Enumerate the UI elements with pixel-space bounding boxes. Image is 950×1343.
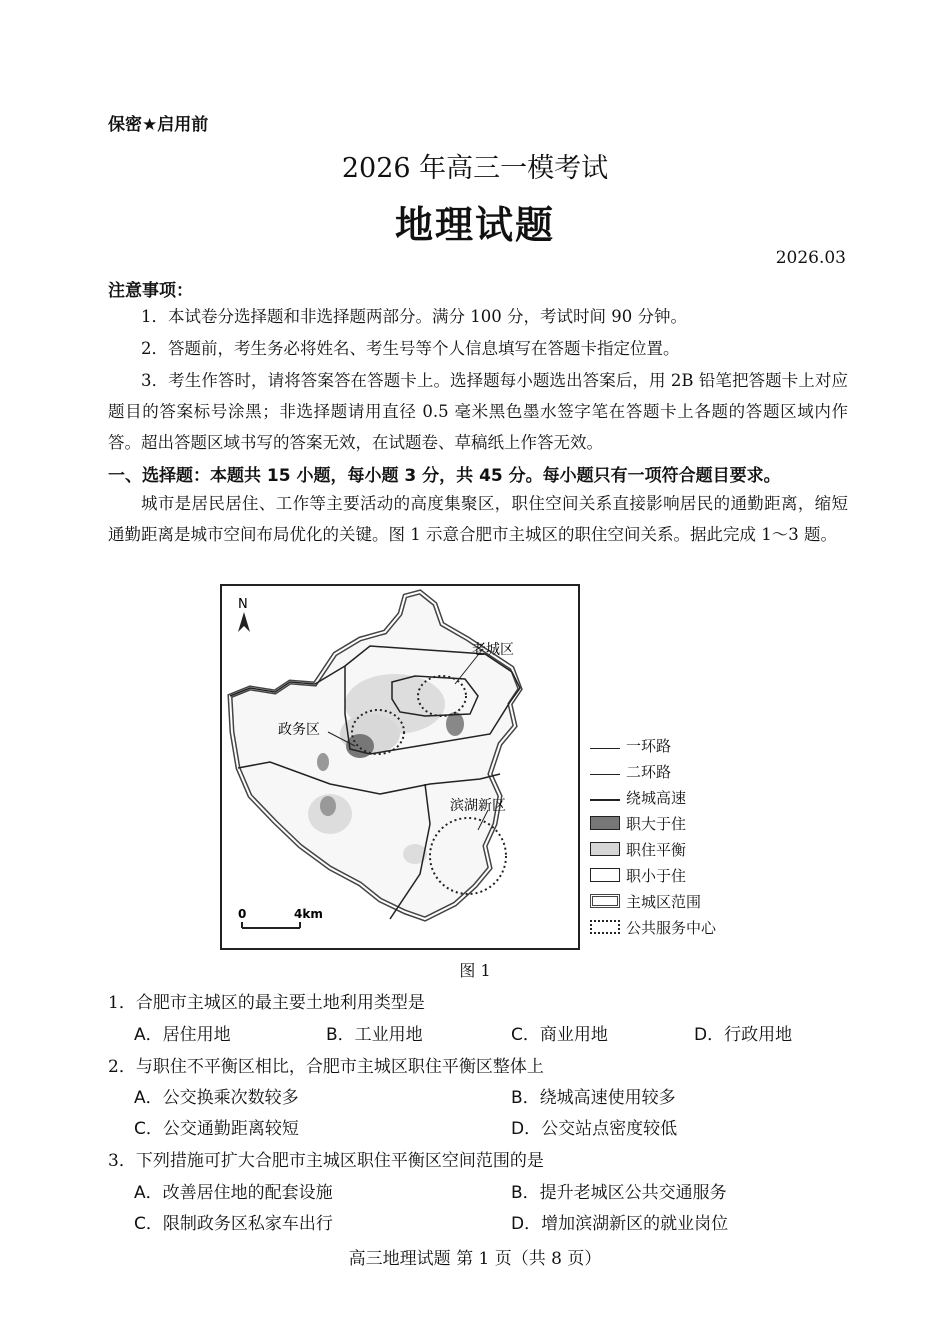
exam-title: 2026 年高三一模考试 [341,153,609,184]
legend-jobs-less: 职小于住 [590,864,686,886]
subject-title: 地理试题 [394,203,555,247]
q3-option-b: B．提升老城区公共交通服务 [511,1183,727,1203]
map-figure [220,584,580,950]
q1-option-a: A．居住用地 [134,1025,231,1045]
scale-distance: 4km [294,907,323,921]
legend-ring1: 一环路 [590,734,671,756]
page-footer: 高三地理试题 第 1 页（共 8 页） [348,1249,602,1269]
legend-jobs-greater: 职大于住 [590,812,686,834]
q3-option-d: D．增加滨湖新区的就业岗位 [511,1214,729,1234]
label-old-city: 老城区 [472,642,514,658]
q2-option-a: A．公交换乘次数较多 [134,1088,299,1108]
q2-option-c: C．公交通勤距离较短 [134,1119,299,1139]
exam-date: 2026.03 [775,248,846,268]
swatch-boundary-icon [590,894,620,908]
legend-ring2: 二环路 [590,760,671,782]
jobs-greater-area [317,753,329,771]
jobs-greater-area [320,796,336,816]
notice-item-2: 2．答题前，考生务必将姓名、考生号等个人信息填写在答题卡指定位置。 [141,339,680,358]
label-binhu: 滨湖新区 [450,798,506,814]
line-ring1-icon [590,741,620,749]
line-ring2-icon [590,767,620,775]
legend-boundary: 主城区范围 [590,890,701,912]
legend-expressway: 绕城高速 [590,786,686,808]
map-svg [220,584,580,950]
question-2-stem: 2．与职住不平衡区相比，合肥市主城区职住平衡区整体上 [108,1057,544,1077]
notice-heading: 注意事项： [108,281,193,301]
confidential-mark: 保密★启用前 [108,115,209,135]
scale-zero: 0 [238,907,247,921]
notice-item-3: 3．考生作答时，请将答案答在答题卡上。选择题每小题选出答案后，用 2B 铅笔把答题卡上对应题目的答案标号涂黑；非选择题请用直径 0.5 毫米黑色墨水签字笔在答题卡上各题的答题区域内作答。超出答题区域书写的答案无效，在试题卷、草稿纸上作答无效。 [108,371,848,452]
north-label: N [238,597,248,612]
figure-caption: 图 1 [459,961,491,980]
q1-option-d: D．行政用地 [694,1025,793,1045]
label-gov-district: 政务区 [278,722,320,738]
section-heading: 一、选择题：本题共 15 小题，每小题 3 分，共 45 分。每小题只有一项符合题目要求。 [108,466,781,486]
swatch-dotted-icon [590,920,620,934]
q2-option-d: D．公交站点密度较低 [511,1119,678,1139]
question-1-stem: 1．合肥市主城区的最主要土地利用类型是 [108,993,425,1013]
question-3-stem: 3．下列措施可扩大合肥市主城区职住平衡区空间范围的是 [108,1151,544,1171]
legend-balance: 职住平衡 [590,838,686,860]
section-intro: 城市是居民居住、工作等主要活动的高度集聚区，职住空间关系直接影响居民的通勤距离，缩短通勤距离是城市空间布局优化的关键。图 1 示意合肥市主城区的职住空间关系。据此完成 1～3 题。 [108,494,848,544]
notice-item-1: 1．本试卷分选择题和非选择题两部分。满分 100 分，考试时间 90 分钟。 [141,307,687,326]
q1-option-b: B．工业用地 [326,1025,423,1045]
legend-service-center: 公共服务中心 [590,916,716,938]
swatch-light-icon [590,842,620,856]
swatch-dark-icon [590,816,620,830]
q1-option-c: C．商业用地 [511,1025,608,1045]
line-expressway-icon [590,793,620,801]
q3-option-a: A．改善居住地的配套设施 [134,1183,333,1203]
swatch-white-icon [590,868,620,882]
q3-option-c: C．限制政务区私家车出行 [134,1214,333,1234]
q2-option-b: B．绕城高速使用较多 [511,1088,676,1108]
